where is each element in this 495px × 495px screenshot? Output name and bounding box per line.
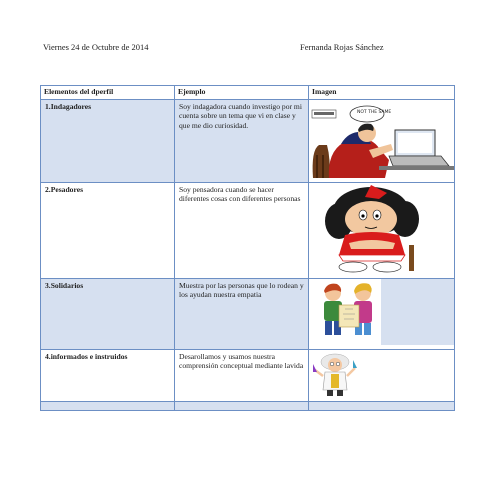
man-at-laptop-image	[309, 100, 454, 178]
image-cell	[309, 183, 455, 279]
empty-cell	[175, 402, 309, 411]
column-header-image: Imagen	[309, 86, 455, 100]
author-header: Fernanda Rojas Sánchez	[300, 42, 384, 52]
table-row	[41, 279, 455, 350]
example-cell: Desarollamos y usamos nuestra comprensión conceptual mediante lavida	[175, 350, 309, 402]
example-cell: Muestra por las personas que lo rodean y los ayudan nuestra empatia	[175, 279, 309, 350]
profile-table	[40, 85, 455, 411]
image-cell	[309, 100, 455, 183]
table-empty-row	[41, 402, 455, 411]
element-cell: 1.Indagadores	[41, 100, 175, 183]
two-kids-image	[309, 279, 454, 345]
date-header: Viernes 24 de Octubre de 2014	[43, 42, 149, 52]
table-header-row	[41, 86, 455, 100]
example-cell: Soy pensadora cuando se hacer diferentes cosas con diferentes personas	[175, 183, 309, 279]
example-cell: Soy indagadora cuando investigo por mi cuenta sobre un tema que vi en clase y que me dio curiosidad.	[175, 100, 309, 183]
column-header-example: Ejemplo	[175, 86, 309, 100]
image-cell	[309, 279, 455, 350]
element-cell: 2.Pesadores	[41, 183, 175, 279]
table-row	[41, 350, 455, 402]
table-row	[41, 100, 455, 183]
empty-cell	[309, 402, 455, 411]
column-header-elements: Elementos del dperfil	[41, 86, 175, 100]
scientist-image	[309, 350, 454, 397]
table-row	[41, 183, 455, 279]
element-cell: 3.Solidarios	[41, 279, 175, 350]
mafalda-image	[309, 183, 454, 274]
empty-cell	[41, 402, 175, 411]
speech-bubble-text: NOT THE SAME	[357, 110, 392, 115]
image-cell	[309, 350, 455, 402]
element-cell: 4.informados e instruidos	[41, 350, 175, 402]
